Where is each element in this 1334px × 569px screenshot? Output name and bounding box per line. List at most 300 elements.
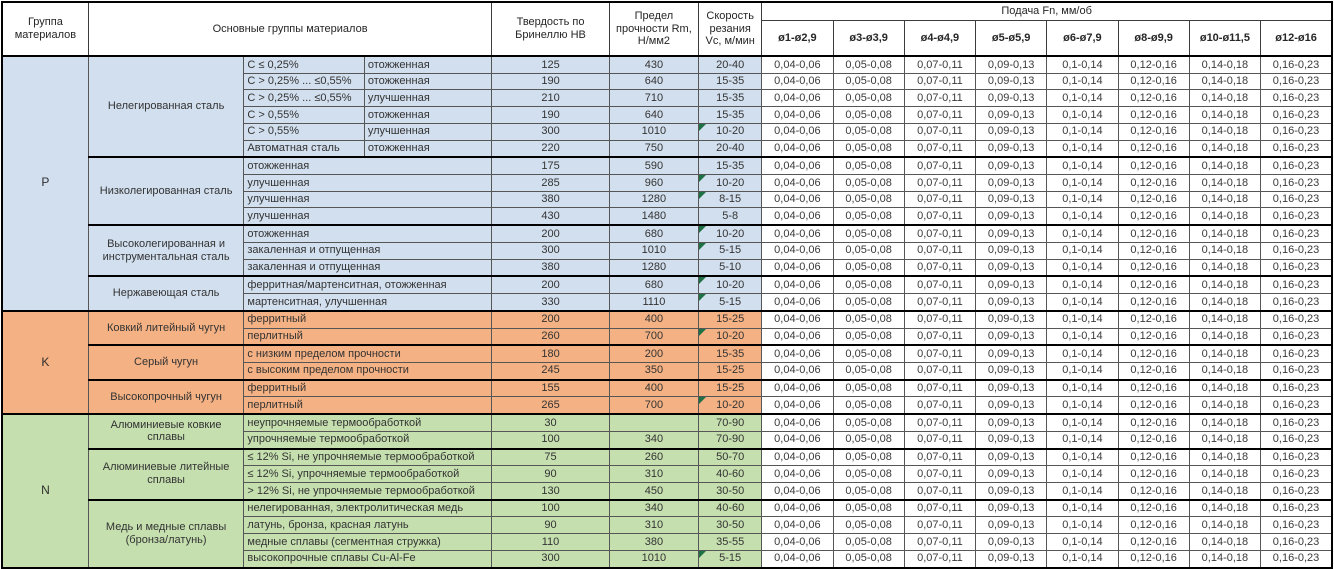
- feed-value-cell: 0,05-0,08: [833, 208, 904, 225]
- feed-value-cell: 0,14-0,18: [1189, 397, 1260, 414]
- feed-value-cell: 0,1-0,14: [1047, 242, 1118, 259]
- hardness-hb-cell: 200: [492, 225, 609, 242]
- feed-value-cell: 0,05-0,08: [833, 259, 904, 276]
- header-feed-diameter: ø12-ø16: [1261, 21, 1332, 57]
- feed-value-cell: 0,16-0,23: [1261, 259, 1332, 276]
- strength-rm-cell: 1280: [609, 259, 698, 276]
- feed-value-cell: 0,09-0,13: [976, 225, 1047, 242]
- feed-value-cell: 0,16-0,23: [1261, 90, 1332, 107]
- speed-vc-cell: 20-40: [699, 56, 762, 73]
- material-detail-cell: улучшенная: [244, 175, 492, 192]
- feed-value-cell: 0,12-0,16: [1118, 362, 1189, 379]
- feed-value-cell: 0,09-0,13: [976, 123, 1047, 140]
- feed-value-cell: 0,09-0,13: [976, 208, 1047, 225]
- feed-value-cell: 0,1-0,14: [1047, 157, 1118, 174]
- subgroup-name-cell: Серый чугун: [88, 345, 244, 379]
- feed-value-cell: 0,16-0,23: [1261, 191, 1332, 208]
- feed-value-cell: 0,09-0,13: [976, 414, 1047, 431]
- speed-vc-cell: 8-15: [699, 191, 762, 208]
- feed-value-cell: 0,14-0,18: [1189, 414, 1260, 431]
- material-detail-cell: ферритный: [244, 380, 492, 397]
- header-feed-diameter: ø5-ø5,9: [976, 21, 1047, 57]
- feed-value-cell: 0,12-0,16: [1118, 107, 1189, 124]
- feed-value-cell: 0,14-0,18: [1189, 123, 1260, 140]
- material-detail-cell: медные сплавы (сегментная стружка): [244, 534, 492, 551]
- hardness-hb-cell: 30: [492, 414, 609, 431]
- table-row: [2, 276, 1332, 293]
- material-detail-cell: C > 0,55%: [244, 107, 364, 124]
- subgroup-name-cell: Высокопрочный чугун: [88, 380, 244, 414]
- feed-value-cell: 0,09-0,13: [976, 276, 1047, 293]
- speed-vc-cell: 15-35: [699, 73, 762, 90]
- feed-value-cell: 0,1-0,14: [1047, 328, 1118, 345]
- feed-value-cell: 0,12-0,16: [1118, 157, 1189, 174]
- feed-value-cell: 0,04-0,06: [762, 123, 833, 140]
- feed-value-cell: 0,09-0,13: [976, 311, 1047, 328]
- feed-value-cell: 0,12-0,16: [1118, 482, 1189, 499]
- feed-value-cell: 0,09-0,13: [976, 175, 1047, 192]
- material-detail-cell: высокопрочные сплавы Cu-Al-Fe: [244, 550, 492, 567]
- feed-value-cell: 0,07-0,11: [904, 259, 975, 276]
- feed-value-cell: 0,04-0,06: [762, 482, 833, 499]
- speed-vc-cell: 40-60: [699, 466, 762, 483]
- speed-vc-cell: 10-20: [699, 328, 762, 345]
- comment-flag-icon: [699, 243, 706, 250]
- feed-value-cell: 0,14-0,18: [1189, 175, 1260, 192]
- feed-value-cell: 0,14-0,18: [1189, 449, 1260, 466]
- strength-rm-cell: 310: [609, 517, 698, 534]
- strength-rm-cell: 200: [609, 345, 698, 362]
- comment-flag-icon: [699, 551, 706, 558]
- subgroup-name-cell: Медь и медные сплавы (бронза/латунь): [88, 500, 244, 568]
- comment-flag-icon: [699, 226, 706, 233]
- comment-flag-icon: [699, 397, 706, 404]
- feed-value-cell: 0,14-0,18: [1189, 208, 1260, 225]
- material-detail-cell: улучшенная: [244, 191, 492, 208]
- feed-value-cell: 0,09-0,13: [976, 449, 1047, 466]
- feed-value-cell: 0,05-0,08: [833, 56, 904, 73]
- feed-value-cell: 0,04-0,06: [762, 208, 833, 225]
- feed-value-cell: 0,07-0,11: [904, 276, 975, 293]
- feed-value-cell: 0,05-0,08: [833, 414, 904, 431]
- header-feed-diameter: ø1-ø2,9: [762, 21, 833, 57]
- feed-value-cell: 0,04-0,06: [762, 362, 833, 379]
- feed-value-cell: 0,12-0,16: [1118, 380, 1189, 397]
- hardness-hb-cell: 330: [492, 294, 609, 311]
- feed-value-cell: 0,09-0,13: [976, 550, 1047, 567]
- material-detail-cell: латунь, бронза, красная латунь: [244, 517, 492, 534]
- feed-value-cell: 0,07-0,11: [904, 431, 975, 448]
- strength-rm-cell: 1110: [609, 294, 698, 311]
- feed-value-cell: 0,07-0,11: [904, 175, 975, 192]
- feed-value-cell: 0,12-0,16: [1118, 140, 1189, 157]
- feed-value-cell: 0,12-0,16: [1118, 225, 1189, 242]
- feed-value-cell: 0,1-0,14: [1047, 534, 1118, 551]
- material-detail-cell: мартенситная, улучшенная: [244, 294, 492, 311]
- speed-vc-cell: 35-55: [699, 534, 762, 551]
- feed-value-cell: 0,07-0,11: [904, 380, 975, 397]
- strength-rm-cell: 590: [609, 157, 698, 174]
- feed-value-cell: 0,04-0,06: [762, 328, 833, 345]
- comment-flag-icon: [699, 175, 706, 182]
- header-feed-diameter: ø6-ø7,9: [1047, 21, 1118, 57]
- material-detail-cell: C ≤ 0,25%: [244, 56, 364, 73]
- feed-value-cell: 0,05-0,08: [833, 482, 904, 499]
- feed-value-cell: 0,07-0,11: [904, 482, 975, 499]
- strength-rm-cell: 750: [609, 140, 698, 157]
- feed-value-cell: 0,12-0,16: [1118, 345, 1189, 362]
- table-row: [2, 500, 1332, 517]
- feed-value-cell: 0,1-0,14: [1047, 276, 1118, 293]
- comment-flag-icon: [699, 277, 706, 284]
- feed-value-cell: 0,04-0,06: [762, 414, 833, 431]
- feed-value-cell: 0,16-0,23: [1261, 242, 1332, 259]
- feed-value-cell: 0,1-0,14: [1047, 345, 1118, 362]
- feed-value-cell: 0,09-0,13: [976, 500, 1047, 517]
- feed-value-cell: 0,14-0,18: [1189, 276, 1260, 293]
- subgroup-name-cell: Низколегированная сталь: [88, 157, 244, 225]
- feed-value-cell: 0,04-0,06: [762, 517, 833, 534]
- material-detail-cell: C > 0,25% ... ≤0,55%: [244, 73, 364, 90]
- header-strength: Предел прочности Rm, Н/мм2: [609, 2, 698, 56]
- feed-value-cell: 0,1-0,14: [1047, 123, 1118, 140]
- feed-value-cell: 0,1-0,14: [1047, 500, 1118, 517]
- speed-vc-cell: 15-25: [699, 311, 762, 328]
- feed-value-cell: 0,04-0,06: [762, 259, 833, 276]
- feed-value-cell: 0,05-0,08: [833, 449, 904, 466]
- strength-rm-cell: [609, 414, 698, 431]
- speed-vc-cell: 70-90: [699, 431, 762, 448]
- hardness-hb-cell: 245: [492, 362, 609, 379]
- feed-value-cell: 0,1-0,14: [1047, 175, 1118, 192]
- feed-value-cell: 0,16-0,23: [1261, 431, 1332, 448]
- group-code-cell: N: [2, 414, 88, 567]
- hardness-hb-cell: 90: [492, 466, 609, 483]
- speed-vc-cell: 10-20: [699, 225, 762, 242]
- table-row: [2, 311, 1332, 328]
- strength-rm-cell: 680: [609, 225, 698, 242]
- material-detail-cell: перлитный: [244, 397, 492, 414]
- hardness-hb-cell: 260: [492, 328, 609, 345]
- feed-value-cell: 0,04-0,06: [762, 345, 833, 362]
- feed-value-cell: 0,07-0,11: [904, 294, 975, 311]
- feed-value-cell: 0,09-0,13: [976, 345, 1047, 362]
- feed-value-cell: 0,1-0,14: [1047, 362, 1118, 379]
- material-detail-cell: отожженная: [244, 157, 492, 174]
- strength-rm-cell: 340: [609, 500, 698, 517]
- feed-value-cell: 0,12-0,16: [1118, 208, 1189, 225]
- feed-value-cell: 0,12-0,16: [1118, 414, 1189, 431]
- feed-value-cell: 0,04-0,06: [762, 191, 833, 208]
- header-material-group: Группа материалов: [2, 2, 88, 56]
- material-state-cell: улучшенная: [364, 90, 492, 107]
- hardness-hb-cell: 200: [492, 311, 609, 328]
- feed-value-cell: 0,04-0,06: [762, 466, 833, 483]
- feed-value-cell: 0,1-0,14: [1047, 466, 1118, 483]
- feed-value-cell: 0,14-0,18: [1189, 328, 1260, 345]
- feed-value-cell: 0,14-0,18: [1189, 73, 1260, 90]
- feed-value-cell: 0,14-0,18: [1189, 380, 1260, 397]
- table-row: [2, 345, 1332, 362]
- feed-value-cell: 0,07-0,11: [904, 90, 975, 107]
- hardness-hb-cell: 110: [492, 534, 609, 551]
- feed-value-cell: 0,05-0,08: [833, 362, 904, 379]
- feed-value-cell: 0,05-0,08: [833, 294, 904, 311]
- feed-value-cell: 0,07-0,11: [904, 191, 975, 208]
- feed-value-cell: 0,16-0,23: [1261, 500, 1332, 517]
- group-code-cell: K: [2, 311, 88, 414]
- feed-value-cell: 0,1-0,14: [1047, 482, 1118, 499]
- feed-value-cell: 0,16-0,23: [1261, 157, 1332, 174]
- speed-vc-cell: 5-8: [699, 208, 762, 225]
- feed-value-cell: 0,14-0,18: [1189, 107, 1260, 124]
- feed-value-cell: 0,04-0,06: [762, 107, 833, 124]
- feed-value-cell: 0,05-0,08: [833, 466, 904, 483]
- feed-value-cell: 0,12-0,16: [1118, 175, 1189, 192]
- feed-value-cell: 0,14-0,18: [1189, 294, 1260, 311]
- material-detail-cell: C > 0,55%: [244, 123, 364, 140]
- feed-value-cell: 0,07-0,11: [904, 123, 975, 140]
- feed-value-cell: 0,05-0,08: [833, 107, 904, 124]
- feed-value-cell: 0,14-0,18: [1189, 157, 1260, 174]
- feed-value-cell: 0,14-0,18: [1189, 517, 1260, 534]
- feed-value-cell: 0,04-0,06: [762, 90, 833, 107]
- feed-value-cell: 0,14-0,18: [1189, 56, 1260, 73]
- feed-value-cell: 0,16-0,23: [1261, 534, 1332, 551]
- hardness-hb-cell: 430: [492, 208, 609, 225]
- feed-value-cell: 0,04-0,06: [762, 276, 833, 293]
- material-detail-cell: неупрочняемые термообработкой: [244, 414, 492, 431]
- table-row: [2, 449, 1332, 466]
- speed-vc-cell: 15-35: [699, 157, 762, 174]
- feed-value-cell: 0,12-0,16: [1118, 259, 1189, 276]
- feed-value-cell: 0,1-0,14: [1047, 191, 1118, 208]
- feed-value-cell: 0,16-0,23: [1261, 276, 1332, 293]
- cutting-data-table: [1, 1, 1333, 569]
- feed-value-cell: 0,1-0,14: [1047, 397, 1118, 414]
- group-code-cell: P: [2, 56, 88, 311]
- feed-value-cell: 0,07-0,11: [904, 500, 975, 517]
- feed-value-cell: 0,04-0,06: [762, 431, 833, 448]
- feed-value-cell: 0,09-0,13: [976, 362, 1047, 379]
- hardness-hb-cell: 300: [492, 550, 609, 567]
- strength-rm-cell: 710: [609, 90, 698, 107]
- feed-value-cell: 0,09-0,13: [976, 90, 1047, 107]
- feed-value-cell: 0,14-0,18: [1189, 362, 1260, 379]
- feed-value-cell: 0,04-0,06: [762, 550, 833, 567]
- feed-value-cell: 0,16-0,23: [1261, 449, 1332, 466]
- feed-value-cell: 0,12-0,16: [1118, 242, 1189, 259]
- feed-value-cell: 0,1-0,14: [1047, 259, 1118, 276]
- material-detail-cell: перлитный: [244, 328, 492, 345]
- feed-value-cell: 0,05-0,08: [833, 534, 904, 551]
- feed-value-cell: 0,14-0,18: [1189, 311, 1260, 328]
- strength-rm-cell: 1480: [609, 208, 698, 225]
- hardness-hb-cell: 125: [492, 56, 609, 73]
- feed-value-cell: 0,14-0,18: [1189, 550, 1260, 567]
- feed-value-cell: 0,05-0,08: [833, 550, 904, 567]
- hardness-hb-cell: 190: [492, 107, 609, 124]
- feed-value-cell: 0,12-0,16: [1118, 276, 1189, 293]
- comment-flag-icon: [699, 192, 706, 199]
- material-detail-cell: улучшенная: [244, 208, 492, 225]
- feed-value-cell: 0,09-0,13: [976, 380, 1047, 397]
- feed-value-cell: 0,14-0,18: [1189, 534, 1260, 551]
- feed-value-cell: 0,05-0,08: [833, 191, 904, 208]
- strength-rm-cell: 310: [609, 466, 698, 483]
- strength-rm-cell: 340: [609, 431, 698, 448]
- material-detail-cell: > 12% Si, не упрочняемые термообработкой: [244, 482, 492, 499]
- feed-value-cell: 0,05-0,08: [833, 345, 904, 362]
- feed-value-cell: 0,05-0,08: [833, 90, 904, 107]
- feed-value-cell: 0,04-0,06: [762, 294, 833, 311]
- material-detail-cell: упрочняемые термообработкой: [244, 431, 492, 448]
- comment-flag-icon: [699, 124, 706, 131]
- feed-value-cell: 0,16-0,23: [1261, 482, 1332, 499]
- feed-value-cell: 0,16-0,23: [1261, 550, 1332, 567]
- feed-value-cell: 0,09-0,13: [976, 328, 1047, 345]
- feed-value-cell: 0,14-0,18: [1189, 345, 1260, 362]
- hardness-hb-cell: 380: [492, 259, 609, 276]
- subgroup-name-cell: Нелегированная сталь: [88, 56, 244, 157]
- strength-rm-cell: 400: [609, 311, 698, 328]
- strength-rm-cell: 260: [609, 449, 698, 466]
- feed-value-cell: 0,05-0,08: [833, 397, 904, 414]
- strength-rm-cell: 700: [609, 397, 698, 414]
- feed-value-cell: 0,16-0,23: [1261, 517, 1332, 534]
- feed-value-cell: 0,1-0,14: [1047, 225, 1118, 242]
- feed-value-cell: 0,16-0,23: [1261, 397, 1332, 414]
- subgroup-name-cell: Высоколегированная и инструментальная сталь: [88, 225, 244, 276]
- material-state-cell: отожженная: [364, 73, 492, 90]
- feed-value-cell: 0,04-0,06: [762, 311, 833, 328]
- feed-value-cell: 0,14-0,18: [1189, 140, 1260, 157]
- feed-value-cell: 0,12-0,16: [1118, 56, 1189, 73]
- table-row: [2, 380, 1332, 397]
- strength-rm-cell: 1280: [609, 191, 698, 208]
- feed-value-cell: 0,04-0,06: [762, 225, 833, 242]
- subgroup-name-cell: Ковкий литейный чугун: [88, 311, 244, 345]
- strength-rm-cell: 960: [609, 175, 698, 192]
- speed-vc-cell: 5-15: [699, 550, 762, 567]
- speed-vc-cell: 10-20: [699, 276, 762, 293]
- feed-value-cell: 0,14-0,18: [1189, 431, 1260, 448]
- feed-value-cell: 0,12-0,16: [1118, 431, 1189, 448]
- feed-value-cell: 0,12-0,16: [1118, 73, 1189, 90]
- comment-flag-icon: [699, 329, 706, 336]
- hardness-hb-cell: 190: [492, 73, 609, 90]
- material-state-cell: отожженная: [364, 107, 492, 124]
- hardness-hb-cell: 300: [492, 242, 609, 259]
- hardness-hb-cell: 300: [492, 123, 609, 140]
- feed-value-cell: 0,09-0,13: [976, 431, 1047, 448]
- material-detail-cell: с высоким пределом прочности: [244, 362, 492, 379]
- feed-value-cell: 0,16-0,23: [1261, 466, 1332, 483]
- feed-value-cell: 0,04-0,06: [762, 140, 833, 157]
- feed-value-cell: 0,05-0,08: [833, 242, 904, 259]
- feed-value-cell: 0,1-0,14: [1047, 414, 1118, 431]
- feed-value-cell: 0,07-0,11: [904, 449, 975, 466]
- subgroup-name-cell: Нержавеющая сталь: [88, 276, 244, 310]
- strength-rm-cell: 680: [609, 276, 698, 293]
- hardness-hb-cell: 200: [492, 276, 609, 293]
- hardness-hb-cell: 90: [492, 517, 609, 534]
- feed-value-cell: 0,16-0,23: [1261, 328, 1332, 345]
- feed-value-cell: 0,07-0,11: [904, 362, 975, 379]
- feed-value-cell: 0,07-0,11: [904, 157, 975, 174]
- feed-value-cell: 0,16-0,23: [1261, 294, 1332, 311]
- feed-value-cell: 0,16-0,23: [1261, 140, 1332, 157]
- feed-value-cell: 0,1-0,14: [1047, 73, 1118, 90]
- speed-vc-cell: 10-20: [699, 123, 762, 140]
- feed-value-cell: 0,12-0,16: [1118, 466, 1189, 483]
- feed-value-cell: 0,04-0,06: [762, 397, 833, 414]
- feed-value-cell: 0,16-0,23: [1261, 123, 1332, 140]
- feed-value-cell: 0,14-0,18: [1189, 466, 1260, 483]
- material-state-cell: отожженная: [364, 56, 492, 73]
- feed-value-cell: 0,09-0,13: [976, 259, 1047, 276]
- feed-value-cell: 0,07-0,11: [904, 242, 975, 259]
- speed-vc-cell: 15-35: [699, 107, 762, 124]
- feed-value-cell: 0,04-0,06: [762, 157, 833, 174]
- strength-rm-cell: 1010: [609, 550, 698, 567]
- feed-value-cell: 0,12-0,16: [1118, 449, 1189, 466]
- material-detail-cell: Автоматная сталь: [244, 140, 364, 157]
- header-feed-diameter: ø10-ø11,5: [1189, 21, 1260, 57]
- feed-value-cell: 0,05-0,08: [833, 380, 904, 397]
- feed-value-cell: 0,14-0,18: [1189, 242, 1260, 259]
- feed-value-cell: 0,1-0,14: [1047, 294, 1118, 311]
- material-detail-cell: ≤ 12% Si, не упрочняемые термообработкой: [244, 449, 492, 466]
- feed-value-cell: 0,04-0,06: [762, 534, 833, 551]
- feed-value-cell: 0,09-0,13: [976, 517, 1047, 534]
- feed-value-cell: 0,09-0,13: [976, 242, 1047, 259]
- feed-value-cell: 0,12-0,16: [1118, 517, 1189, 534]
- feed-value-cell: 0,12-0,16: [1118, 534, 1189, 551]
- feed-value-cell: 0,09-0,13: [976, 73, 1047, 90]
- material-detail-cell: закаленная и отпущенная: [244, 259, 492, 276]
- strength-rm-cell: 400: [609, 380, 698, 397]
- strength-rm-cell: 430: [609, 56, 698, 73]
- feed-value-cell: 0,16-0,23: [1261, 345, 1332, 362]
- feed-value-cell: 0,1-0,14: [1047, 140, 1118, 157]
- header-feed-diameter: ø4-ø4,9: [904, 21, 975, 57]
- feed-value-cell: 0,16-0,23: [1261, 56, 1332, 73]
- feed-value-cell: 0,16-0,23: [1261, 208, 1332, 225]
- hardness-hb-cell: 180: [492, 345, 609, 362]
- feed-value-cell: 0,1-0,14: [1047, 90, 1118, 107]
- feed-value-cell: 0,1-0,14: [1047, 380, 1118, 397]
- feed-value-cell: 0,07-0,11: [904, 140, 975, 157]
- feed-value-cell: 0,07-0,11: [904, 73, 975, 90]
- material-state-cell: отожженная: [364, 140, 492, 157]
- strength-rm-cell: 380: [609, 534, 698, 551]
- feed-value-cell: 0,16-0,23: [1261, 414, 1332, 431]
- hardness-hb-cell: 265: [492, 397, 609, 414]
- speed-vc-cell: 20-40: [699, 140, 762, 157]
- feed-value-cell: 0,07-0,11: [904, 397, 975, 414]
- hardness-hb-cell: 285: [492, 175, 609, 192]
- feed-value-cell: 0,1-0,14: [1047, 449, 1118, 466]
- feed-value-cell: 0,04-0,06: [762, 500, 833, 517]
- hardness-hb-cell: 130: [492, 482, 609, 499]
- header-speed: Скорость резания Vc, м/мин: [699, 2, 762, 56]
- speed-vc-cell: 10-20: [699, 175, 762, 192]
- feed-value-cell: 0,14-0,18: [1189, 225, 1260, 242]
- material-detail-cell: C > 0,25% ... ≤0,55%: [244, 90, 364, 107]
- header-feed-diameter: ø8-ø9,9: [1118, 21, 1189, 57]
- feed-value-cell: 0,1-0,14: [1047, 56, 1118, 73]
